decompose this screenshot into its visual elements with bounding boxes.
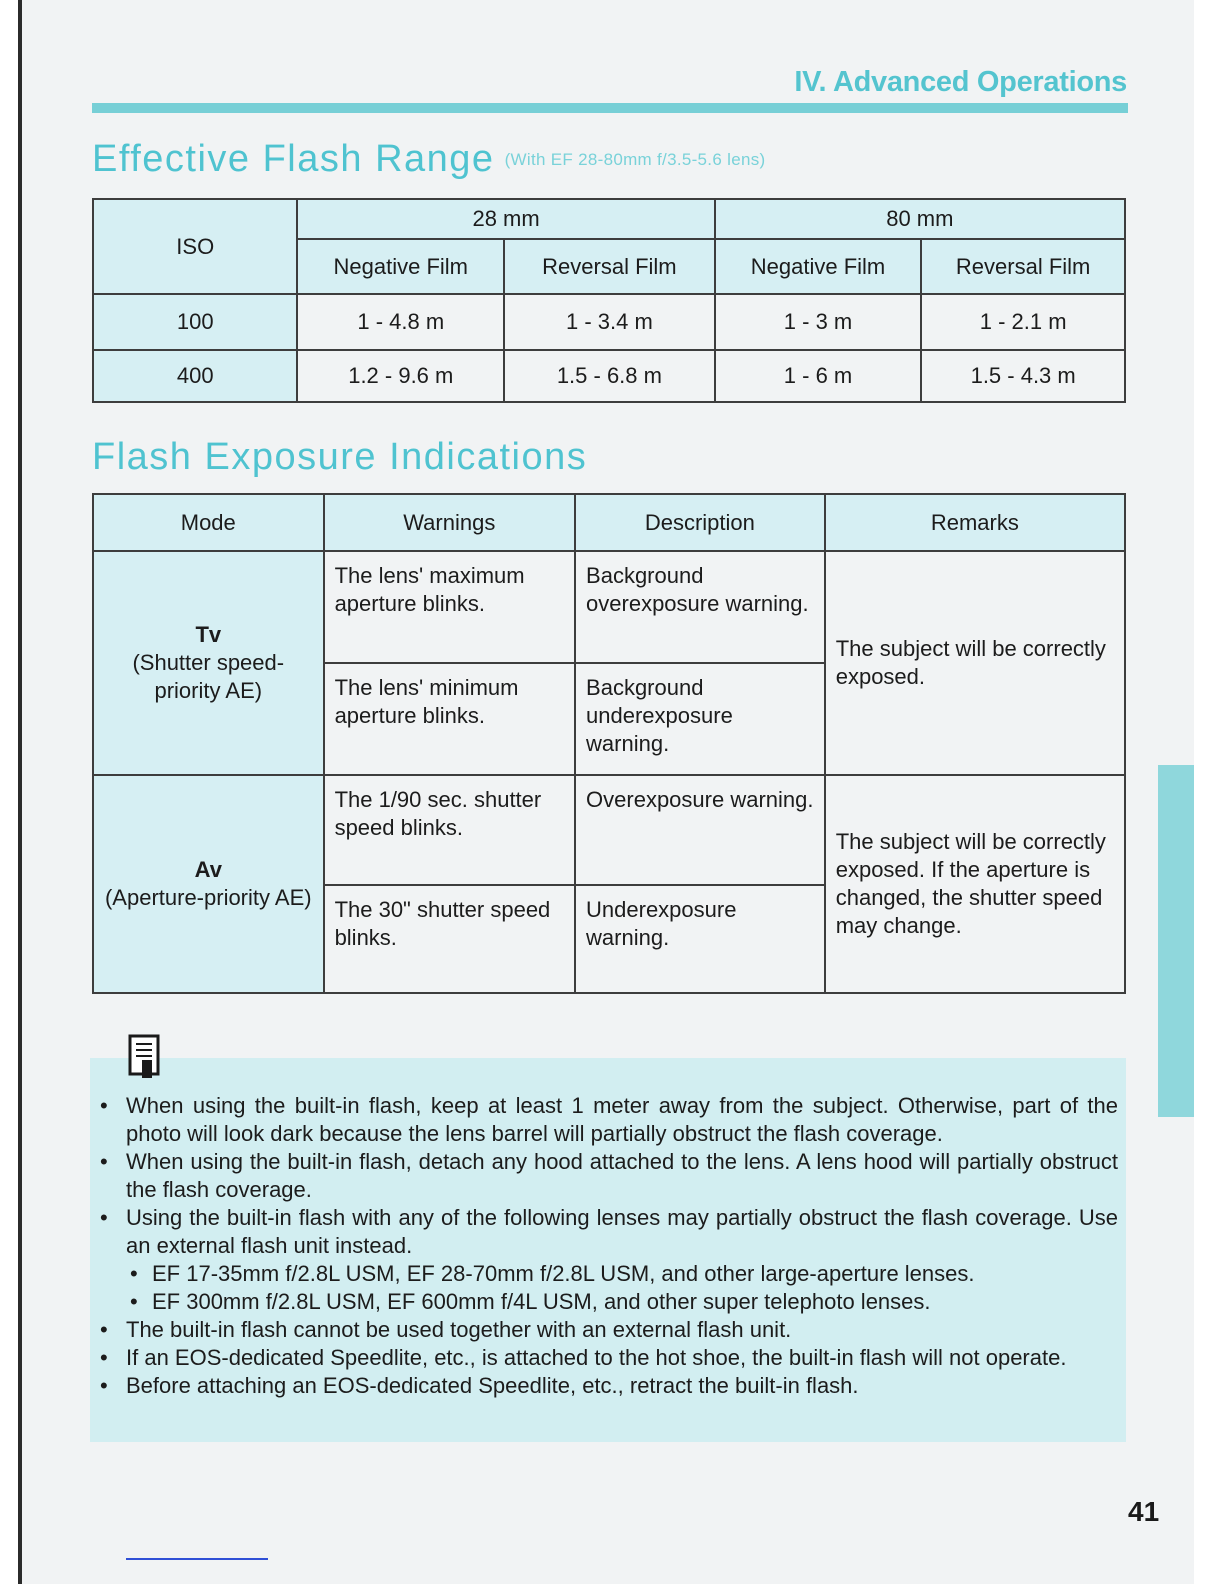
mode-detail: (Aperture-priority AE) <box>104 885 312 910</box>
range-cell: 1 - 4.8 m <box>297 294 504 350</box>
header-80mm: 80 mm <box>715 199 1125 239</box>
warning-cell: The lens' minimum aperture blinks. <box>324 663 575 775</box>
bullet: • <box>130 1261 138 1286</box>
header-iso: ISO <box>93 199 297 294</box>
bullet: • <box>100 1205 108 1230</box>
bullet: • <box>100 1373 108 1398</box>
page-edge <box>18 0 22 1584</box>
section-title-exposure: Flash Exposure Indications <box>92 436 588 478</box>
range-cell: 1.2 - 9.6 m <box>297 350 504 402</box>
sub-list-item: • EF 300mm f/2.8L USM, EF 600mm f/4L USM, and other super telephoto lenses. <box>130 1289 931 1314</box>
flash-range-table <box>92 198 1126 403</box>
header-mode: Mode <box>93 494 324 551</box>
description-cell: Underexposure warning. <box>575 885 825 993</box>
scan-artifact-line <box>126 1558 268 1560</box>
warning-cell: The lens' maximum aperture blinks. <box>324 551 575 663</box>
range-cell: 1.5 - 6.8 m <box>504 350 715 402</box>
header-28mm: 28 mm <box>297 199 714 239</box>
bullet: • <box>100 1149 108 1174</box>
bullet: • <box>100 1317 108 1342</box>
table-row <box>93 551 1125 663</box>
subheader: Reversal Film <box>921 239 1125 294</box>
header-rule <box>92 103 1128 113</box>
list-item: • When using the built-in flash, detach any hood attached to the lens. A lens hood will partially obstruct the flash coverage. <box>100 1149 1118 1202</box>
list-item: • If an EOS-dedicated Speedlite, etc., is attached to the hot shoe, the built-in flash will not operate. <box>100 1345 1067 1370</box>
iso-cell: 400 <box>93 350 297 402</box>
description-cell: Overexposure warning. <box>575 775 825 885</box>
page-number: 41 <box>1128 1496 1160 1527</box>
table-row <box>93 350 1125 402</box>
mode-detail: (Shutter speed-priority AE) <box>132 650 285 703</box>
sub-list-item: • EF 17-35mm f/2.8L USM, EF 28-70mm f/2.8L USM, and other large-aperture lenses. <box>130 1261 975 1286</box>
list-item: • Before attaching an EOS-dedicated Speedlite, etc., retract the built-in flash. <box>100 1373 859 1398</box>
header-remarks: Remarks <box>825 494 1125 551</box>
range-cell: 1.5 - 4.3 m <box>921 350 1125 402</box>
remarks-cell: The subject will be correctly exposed. <box>825 551 1125 775</box>
subheader: Reversal Film <box>504 239 715 294</box>
list-item: • The built-in flash cannot be used together with an external flash unit. <box>100 1317 792 1342</box>
exposure-table <box>92 493 1126 994</box>
section-subtitle: (With EF 28-80mm f/3.5-5.6 lens) <box>504 150 766 169</box>
mode-cell <box>93 551 324 775</box>
memo-icon <box>128 1034 162 1080</box>
table-row <box>93 775 1125 885</box>
range-cell: 1 - 2.1 m <box>921 294 1125 350</box>
bullet: • <box>130 1289 138 1314</box>
notes-box <box>90 1058 1126 1442</box>
header-warnings: Warnings <box>324 494 575 551</box>
subheader: Negative Film <box>715 239 922 294</box>
warning-cell: The 1/90 sec. shutter speed blinks. <box>324 775 575 885</box>
section-title-flash-range: Effective Flash Range $^{(With EF 28-80mm f/3.5-5.6 lens)}$ <box>92 138 766 180</box>
mode-name: Tv <box>195 622 222 647</box>
bullet: • <box>100 1093 108 1118</box>
mode-name: Av <box>194 857 222 882</box>
remarks-cell: The subject will be correctly exposed. If the aperture is changed, the shutter speed may change. <box>825 775 1125 993</box>
subheader: Negative Film <box>297 239 504 294</box>
list-item: • When using the built-in flash, keep at least 1 meter away from the subject. Otherwise, part of the photo will look dark because the lens barrel will partially obstruct the flash coverage. <box>100 1093 1118 1146</box>
chapter-side-tab <box>1158 765 1194 1117</box>
iso-cell: 100 <box>93 294 297 350</box>
bullet: • <box>100 1345 108 1370</box>
range-cell: 1 - 6 m <box>715 350 922 402</box>
list-item: • Using the built-in flash with any of the following lenses may partially obstruct the flash coverage. Use an external flash unit instead. • EF 17-35mm f/2.8L USM, EF 28-70mm f/2.8L USM, and other large-aperture lenses. • EF 300mm f/2.8L USM, EF 600mm f/4L USM, and other super telephoto lenses. <box>100 1205 1118 1314</box>
table-row <box>93 294 1125 350</box>
description-cell: Background overexposure warning. <box>575 551 825 663</box>
mode-cell <box>93 775 324 993</box>
range-cell: 1 - 3 m <box>715 294 922 350</box>
range-cell: 1 - 3.4 m <box>504 294 715 350</box>
header-description: Description <box>575 494 825 551</box>
warning-cell: The 30" shutter speed blinks. <box>324 885 575 993</box>
chapter-title: IV. Advanced Operations <box>794 66 1127 98</box>
description-cell: Background underexposure warning. <box>575 663 825 775</box>
